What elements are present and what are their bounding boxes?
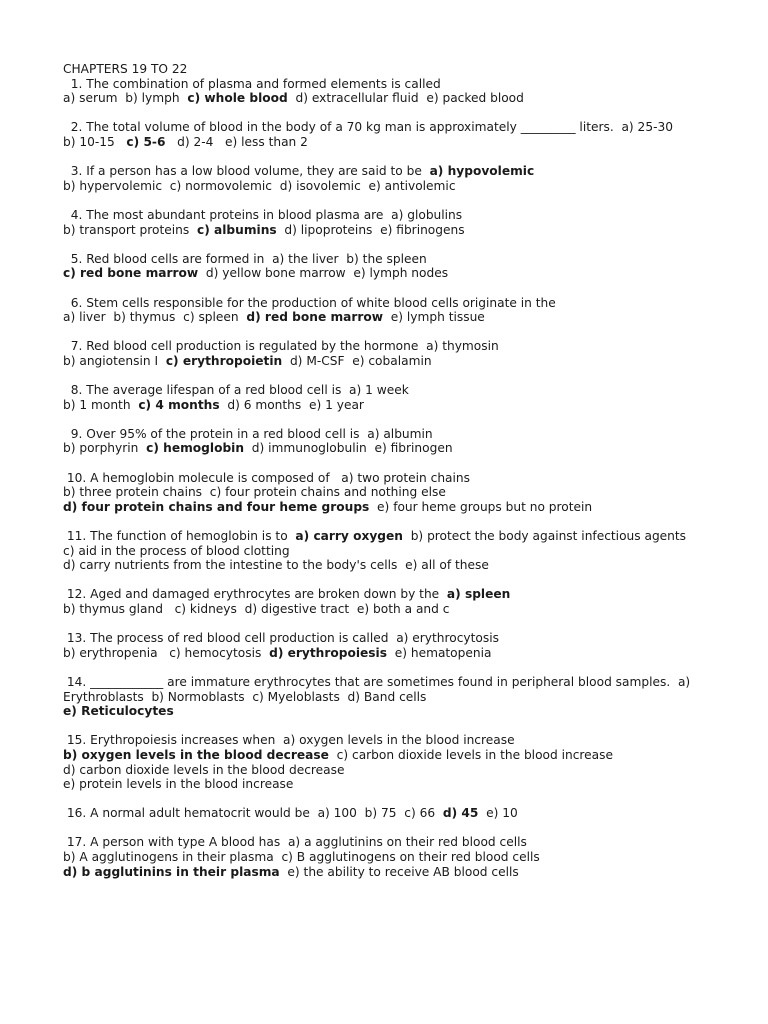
question-block (63, 733, 753, 791)
question-text: c) carbon dioxide levels in the blood increase (328, 747, 613, 762)
question-text: 17. A person with type A blood has a) a agglutinins on their red blood cells (63, 835, 527, 850)
correct-answer: a) spleen (446, 587, 511, 602)
question-text: e) hematopenia (386, 645, 492, 660)
question-line (63, 354, 753, 369)
question-text: 1. The combination of plasma and formed elements is called (63, 76, 441, 91)
question-text: 12. Aged and damaged erythrocytes are broken down by the (63, 587, 447, 602)
correct-answer: b) oxygen levels in the blood decrease (63, 747, 329, 762)
question-text: a) serum b) lymph (63, 91, 188, 106)
question-block (63, 427, 753, 456)
question-line (63, 704, 753, 719)
question-text: b) protect the body against infectious agents (402, 529, 687, 543)
question-line (63, 296, 753, 311)
question-line (63, 77, 753, 92)
question-text: d) immunoglobulin e) fibrinogen (244, 441, 453, 456)
document-page (63, 62, 753, 894)
correct-answer: c) erythropoietin (165, 353, 283, 368)
question-line (63, 223, 753, 238)
question-block (63, 529, 753, 573)
correct-answer: c) red bone marrow (63, 266, 199, 281)
question-line (63, 763, 753, 778)
correct-answer: c) albumins (196, 222, 277, 237)
question-block (63, 631, 753, 660)
correct-answer: d) b agglutinins in their plasma (63, 864, 280, 879)
question-text: b) 1 month (63, 397, 139, 412)
question-block (63, 208, 753, 237)
correct-answer: c) 4 months (138, 397, 220, 412)
question-block (63, 339, 753, 368)
correct-answer: c) whole blood (187, 91, 288, 106)
correct-answer: d) four protein chains and four heme groups (63, 499, 370, 514)
question-text: e) 10 (478, 806, 518, 821)
question-text: d) yellow bone marrow e) lymph nodes (198, 266, 449, 281)
question-line (63, 485, 753, 500)
question-block (63, 806, 753, 821)
question-line (63, 500, 753, 515)
question-text: e) protein levels in the blood increase (63, 777, 294, 792)
question-line (63, 777, 753, 792)
question-text: 15. Erythropoiesis increases when a) oxygen levels in the blood increase (63, 733, 515, 748)
question-line (63, 398, 753, 413)
question-text: d) carbon dioxide levels in the blood decrease (63, 762, 345, 777)
question-text: 6. Stem cells responsible for the production of white blood cells originate in the (63, 295, 556, 310)
question-line (63, 339, 753, 354)
question-text: b) porphyrin (63, 441, 147, 456)
question-text: b) 10-15 (63, 134, 127, 149)
question-line (63, 120, 753, 135)
question-block (63, 252, 753, 281)
question-line (63, 208, 753, 223)
question-text: Erythroblasts b) Normoblasts c) Myeloblasts d) Band cells (63, 689, 427, 704)
question-text: e) four heme groups but no protein (369, 499, 593, 514)
question-text: d) 6 months e) 1 year (219, 397, 364, 412)
question-text: 2. The total volume of blood in the body of a 70 kg man is approximately _________ liters. a) 25-30 (63, 120, 673, 135)
correct-answer: e) Reticulocytes (63, 704, 174, 719)
question-line (63, 441, 753, 456)
question-text: d) extracellular fluid e) packed blood (287, 91, 524, 106)
question-line (63, 383, 753, 398)
question-line (63, 631, 753, 646)
question-line (63, 602, 753, 617)
question-line (63, 135, 753, 150)
question-text: 5. Red blood cells are formed in a) the liver b) the spleen (63, 251, 427, 266)
question-line (63, 179, 753, 194)
question-text: 14. ____________ are immature erythrocytes that are sometimes found in peripheral blood samples. a) (63, 674, 691, 689)
question-line (63, 252, 753, 267)
correct-answer: c) hemoglobin (146, 441, 245, 456)
question-text: a) liver b) thymus c) spleen (63, 310, 247, 325)
correct-answer: d) red bone marrow (246, 310, 384, 325)
question-line (63, 529, 753, 544)
question-line (63, 587, 753, 602)
question-line (63, 310, 753, 325)
question-block (63, 835, 753, 879)
question-text: b) A agglutinogens in their plasma c) B agglutinogens on their red blood cells (63, 850, 540, 865)
question-text: e) lymph tissue (383, 310, 485, 325)
question-text: 11. The function of hemoglobin is to (63, 529, 296, 543)
question-list (63, 77, 753, 880)
question-text: 10. A hemoglobin molecule is composed of a) two protein chains (63, 470, 470, 485)
question-text: b) transport proteins (63, 222, 197, 237)
question-line (63, 835, 753, 850)
correct-answer: d) erythropoiesis (269, 645, 387, 660)
question-line (63, 865, 753, 880)
question-block (63, 164, 753, 193)
question-text: 8. The average lifespan of a red blood cell is a) 1 week (63, 383, 409, 398)
question-line (63, 427, 753, 442)
question-line (63, 544, 753, 559)
correct-answer: a) carry oxygen (295, 529, 403, 543)
question-text: b) erythropenia c) hemocytosis (63, 645, 270, 660)
question-text: 13. The process of red blood cell production is called a) erythrocytosis (63, 631, 499, 646)
question-line (63, 646, 753, 661)
question-text: d) carry nutrients from the intestine to the body's cells e) all of these (63, 558, 489, 573)
question-text: 4. The most abundant proteins in blood plasma are a) globulins (63, 207, 463, 222)
question-line (63, 266, 753, 281)
question-text: d) lipoproteins e) fibrinogens (276, 222, 465, 237)
question-text: d) 2-4 e) less than 2 (165, 134, 308, 149)
question-line (63, 690, 753, 705)
question-line (63, 675, 753, 690)
question-text: b) hypervolemic c) normovolemic d) isovolemic e) antivolemic (63, 178, 456, 193)
question-text: b) angiotensin I (63, 353, 166, 368)
question-block (63, 383, 753, 412)
question-block (63, 471, 753, 515)
question-line (63, 850, 753, 865)
question-text: 9. Over 95% of the protein in a red blood cell is a) albumin (63, 426, 433, 441)
question-text: c) aid in the process of blood clotting (63, 543, 290, 558)
question-text: b) thymus gland c) kidneys d) digestive tract e) both a and c (63, 601, 450, 616)
question-text: 3. If a person has a low blood volume, they are said to be (63, 164, 430, 179)
correct-answer: a) hypovolemic (429, 164, 535, 179)
question-line (63, 806, 753, 821)
document-heading: CHAPTERS 19 TO 22 (63, 62, 188, 76)
question-text: d) M-CSF e) cobalamin (282, 353, 432, 368)
question-line (63, 91, 753, 106)
correct-answer: c) 5-6 (126, 134, 166, 149)
question-line (63, 748, 753, 763)
correct-answer: d) 45 (442, 806, 479, 821)
question-block (63, 675, 753, 719)
question-line (63, 471, 753, 486)
question-line (63, 733, 753, 748)
question-block (63, 587, 753, 616)
question-line (63, 164, 753, 179)
question-text: e) the ability to receive AB blood cells (279, 864, 519, 879)
question-block (63, 296, 753, 325)
question-text: b) three protein chains c) four protein chains and nothing else (63, 485, 446, 500)
question-line (63, 558, 753, 573)
question-text: 16. A normal adult hematocrit would be a) 100 b) 75 c) 66 (63, 806, 443, 821)
question-block (63, 120, 753, 149)
question-block (63, 77, 753, 106)
question-text: 7. Red blood cell production is regulated by the hormone a) thymosin (63, 339, 499, 354)
